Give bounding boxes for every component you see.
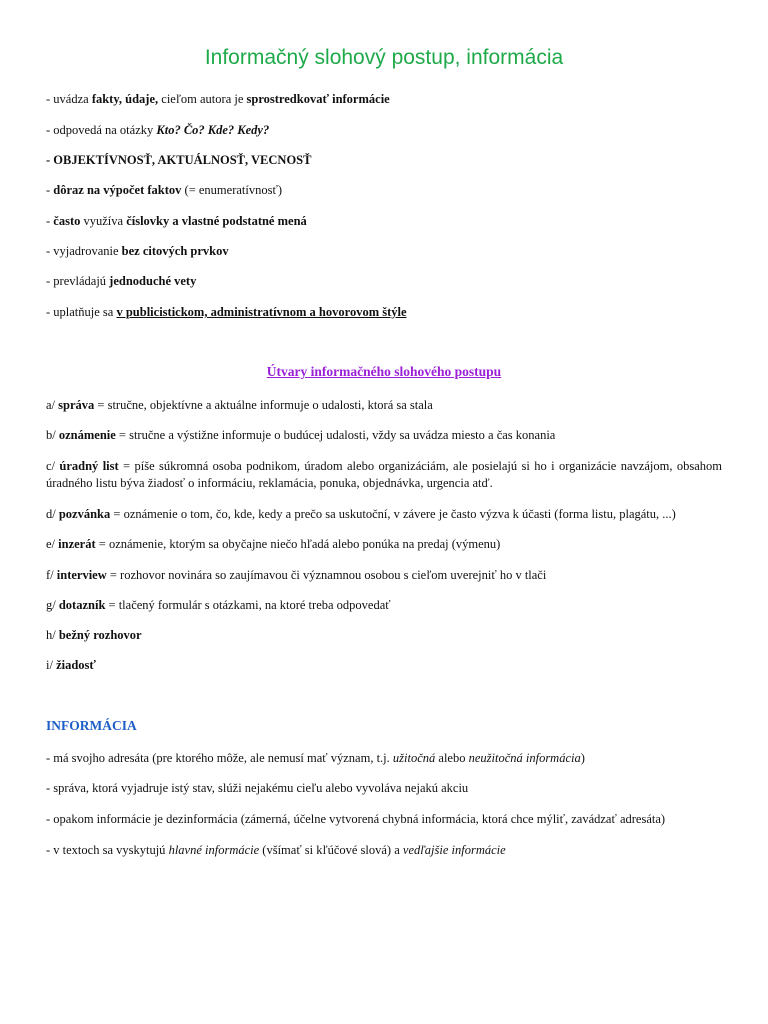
- bold-text: číslovky a vlastné podstatné mená: [126, 214, 307, 228]
- italic-text: Kto? Čo? Kde? Kedy?: [156, 123, 270, 137]
- item-term: bežný rozhovor: [58, 628, 142, 642]
- underlined-text: v publicistickom, administratívnom a hovorovom štýle: [116, 305, 407, 319]
- item-prefix: b/: [46, 428, 59, 442]
- form-item: [46, 536, 722, 552]
- item-prefix: g/: [46, 598, 59, 612]
- form-item: [46, 627, 722, 643]
- text-span: alebo: [435, 751, 469, 765]
- item-term: žiadosť: [56, 658, 96, 672]
- info-line: [46, 750, 722, 766]
- feature-line: [46, 304, 722, 320]
- bold-text: bez citových prvkov: [121, 244, 229, 258]
- bold-text: sprostredkovať informácie: [246, 92, 390, 106]
- section-title: Útvary informačného slohového postupu: [266, 364, 502, 379]
- form-item: [46, 397, 722, 413]
- feature-line: [46, 273, 722, 289]
- item-prefix: d/: [46, 507, 59, 521]
- text-span: - uvádza: [46, 92, 92, 106]
- feature-line: [46, 122, 722, 138]
- item-term: oznámenie: [58, 428, 116, 442]
- feature-line: [46, 152, 722, 168]
- item-description: = rozhovor novinára so zaujímavou či významnou osobou s cieľom uverejniť ho v tlači: [106, 568, 547, 582]
- bold-text: dôraz na výpočet faktov: [53, 183, 182, 197]
- item-term: pozvánka: [58, 507, 111, 521]
- feature-line: [46, 182, 722, 198]
- form-item: [46, 597, 722, 613]
- italic-text: užitočná: [392, 751, 436, 765]
- item-prefix: e/: [46, 537, 59, 551]
- text-span: - vyjadrovanie: [46, 244, 122, 258]
- text-span: ): [580, 751, 585, 765]
- item-prefix: i/: [46, 658, 57, 672]
- item-description: = stručne a výstižne informuje o budúcej udalosti, vždy sa uvádza miesto a čas konania: [115, 428, 556, 442]
- text-span: - má svojho adresáta (pre ktorého môže, ale nemusí mať význam, t.j.: [46, 751, 393, 765]
- feature-line: [46, 91, 722, 107]
- text-span: využíva: [80, 214, 127, 228]
- info-line: [46, 842, 722, 858]
- text-span: cieľom autora je: [158, 92, 247, 106]
- text-span: - v textoch sa vyskytujú: [46, 843, 169, 857]
- item-description: = píše súkromná osoba podnikom, úradom alebo organizáciám, ale posielajú si ho i organizácie navzájom, obsahom úradného listu býva žiadosť o informáciu, reklamácia, ponuka, objednávka, urgencia atď.: [46, 459, 722, 490]
- italic-text: neužitočná informácia: [468, 751, 581, 765]
- text-span: (všímať si kľúčové slová) a: [259, 843, 403, 857]
- page-title: Informačný slohový postup, informácia: [204, 46, 564, 69]
- feature-line: [46, 213, 722, 229]
- text-span: -: [46, 214, 54, 228]
- item-term: dotazník: [58, 598, 106, 612]
- bold-text: jednoduché vety: [109, 274, 197, 288]
- item-prefix: c/: [46, 459, 60, 473]
- bold-text: často: [53, 214, 81, 228]
- form-item: [46, 427, 722, 443]
- text-span: - opakom informácie je dezinformácia (zámerná, účelne vytvorená chybná informácia, ktorá chce mýliť, zavádzať adresáta): [46, 812, 666, 826]
- feature-line: [46, 243, 722, 259]
- item-prefix: f/: [46, 568, 57, 582]
- italic-text: hlavné informácie: [168, 843, 260, 857]
- item-description: = oznámenie, ktorým sa obyčajne niečo hľadá alebo ponúka na predaj (výmenu): [95, 537, 501, 551]
- item-description: = oznámenie o tom, čo, kde, kedy a prečo sa uskutoční, v závere je často výzva k účasti (forma listu, plagátu, ...): [110, 507, 676, 521]
- text-span: - prevládajú: [46, 274, 110, 288]
- info-line: [46, 780, 722, 796]
- item-term: správa: [58, 398, 95, 412]
- bold-text: - OBJEKTÍVNOSŤ, AKTUÁLNOSŤ, VECNOSŤ: [46, 153, 312, 167]
- text-span: - správa, ktorá vyjadruje istý stav, slúži nejakému cieľu alebo vyvoláva nejakú akciu: [46, 781, 469, 795]
- item-description: = tlačený formulár s otázkami, na ktoré treba odpovedať: [105, 598, 391, 612]
- item-term: inzerát: [58, 537, 96, 551]
- item-term: úradný list: [59, 459, 119, 473]
- text-span: - odpovedá na otázky: [46, 123, 157, 137]
- form-item: [46, 506, 722, 522]
- info-line: [46, 811, 722, 827]
- form-item: [46, 657, 722, 673]
- text-span: - uplatňuje sa: [46, 305, 117, 319]
- text-span: -: [46, 183, 54, 197]
- item-prefix: a/: [46, 398, 59, 412]
- bold-text: fakty, údaje,: [91, 92, 159, 106]
- form-item: [46, 567, 722, 583]
- item-prefix: h/: [46, 628, 59, 642]
- text-span: (= enumeratívnosť): [181, 183, 282, 197]
- item-description: = stručne, objektívne a aktuálne informuje o udalosti, ktorá sa stala: [94, 398, 433, 412]
- item-term: interview: [56, 568, 107, 582]
- italic-text: vedľajšie informácie: [402, 843, 506, 857]
- info-heading: INFORMÁCIA: [46, 718, 137, 733]
- form-item: [46, 458, 722, 492]
